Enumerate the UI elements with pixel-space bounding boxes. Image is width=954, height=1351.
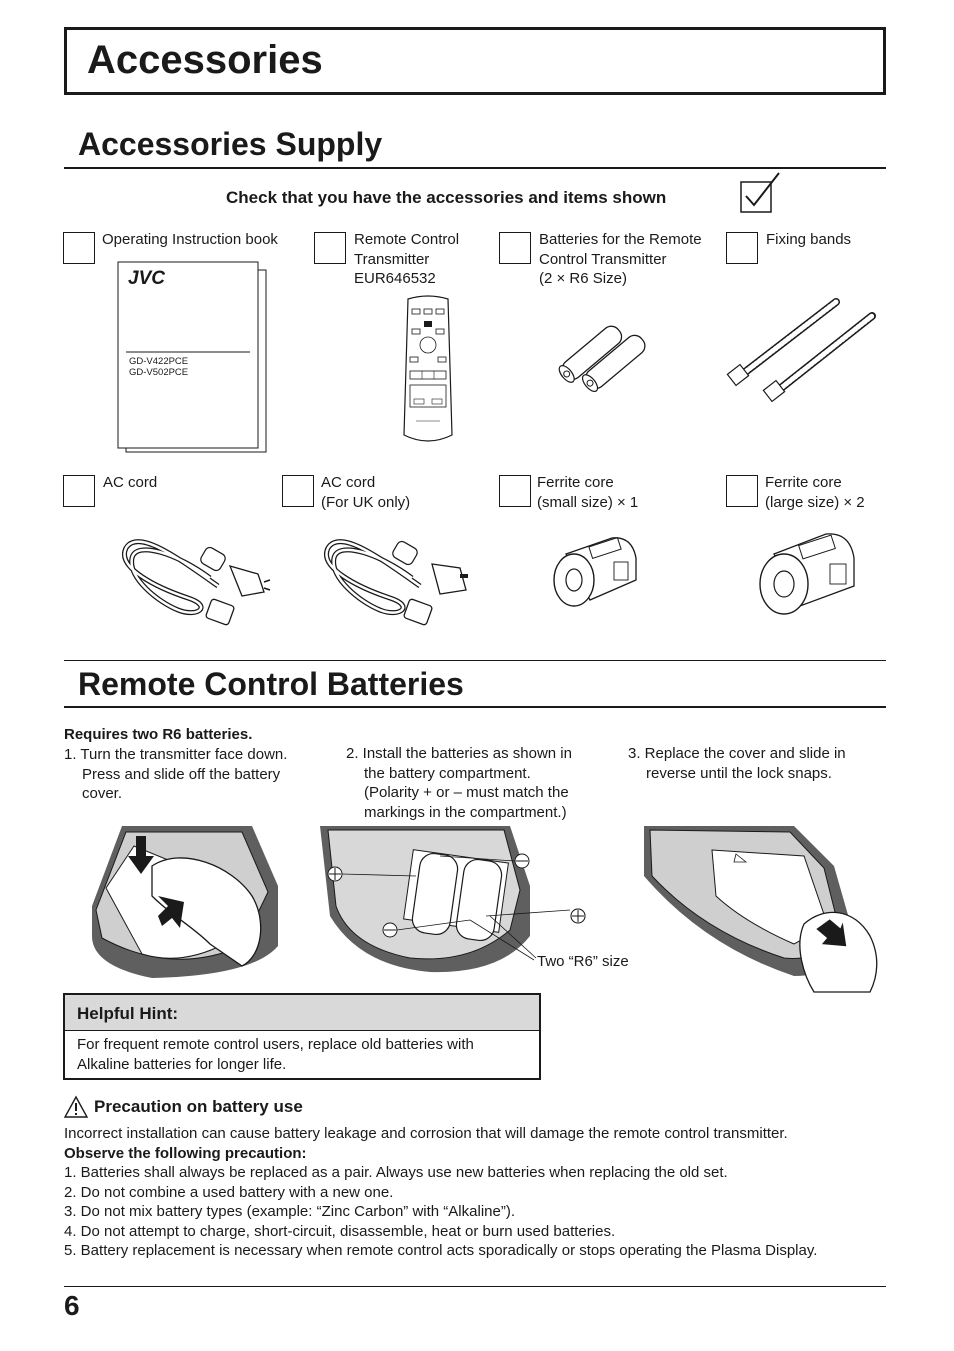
label-line: AC cord	[321, 474, 376, 491]
step-line: cover.	[82, 785, 123, 802]
hint-title: Helpful Hint:	[77, 1004, 179, 1023]
checkbox-batteries[interactable]	[499, 232, 531, 264]
two-r6-label: Two “R6” size	[537, 953, 629, 970]
ferrite-core-small-icon	[552, 532, 640, 612]
step-line: markings in the compartment.)	[364, 803, 567, 821]
batteries-icon	[552, 320, 657, 398]
hint-body	[77, 1035, 474, 1074]
fixing-bands-icon	[724, 296, 874, 406]
step-2	[346, 744, 572, 822]
label-line: AC cord	[103, 474, 158, 491]
item-label-batteries	[539, 230, 702, 289]
label-line: (For UK only)	[321, 493, 411, 511]
item-label-ferrite-large	[765, 473, 865, 512]
step-line: (Polarity + or – must match the	[364, 784, 569, 801]
label-line: Control Transmitter	[539, 250, 667, 268]
label-line: Ferrite core	[537, 474, 614, 491]
checkbox-instruction-book[interactable]	[63, 232, 95, 264]
book-model: GD-V502PCE	[129, 367, 189, 378]
instruction-book-illustration	[118, 262, 268, 454]
divider	[64, 706, 886, 708]
label-line: Batteries for the Remote	[539, 231, 702, 248]
ac-cord-uk-icon	[320, 518, 470, 630]
item-label-ferrite-small	[537, 473, 638, 512]
warning-icon	[64, 1096, 88, 1118]
section-heading-supply: Accessories Supply	[78, 126, 383, 162]
checkbox-remote-control[interactable]	[314, 232, 346, 264]
step-line: 3. Replace the cover and slide in	[628, 745, 846, 762]
divider	[64, 660, 886, 661]
precaution-item: 5. Battery replacement is necessary when remote control acts sporadically or stops operating the Plasma Display.	[64, 1242, 818, 1259]
step-line: reverse until the lock snaps.	[646, 764, 832, 782]
item-label-fixing-bands	[766, 230, 851, 250]
section-heading-batteries: Remote Control Batteries	[78, 666, 464, 702]
precaution-observe: Observe the following precaution:	[64, 1144, 307, 1162]
checkbox-ferrite-large[interactable]	[726, 475, 758, 507]
hint-line: Alkaline batteries for longer life.	[77, 1055, 287, 1073]
label-line: (2 × R6 Size)	[539, 270, 627, 287]
checkbox-ac-cord[interactable]	[63, 475, 95, 507]
label-line: Ferrite core	[765, 474, 842, 491]
label-line: Transmitter	[354, 250, 430, 268]
hint-header	[65, 995, 539, 1031]
label-line: Fixing bands	[766, 231, 852, 248]
page-title: Accessories	[87, 38, 323, 82]
item-label-remote-control	[354, 230, 459, 289]
precaution-body	[64, 1124, 886, 1261]
step-line: the battery compartment.	[364, 764, 531, 782]
helpful-hint-box	[63, 993, 541, 1080]
plus-polarity-icon	[570, 908, 586, 924]
ac-cord-icon	[118, 518, 270, 630]
precaution-intro: Incorrect installation can cause battery leakage and corrosion that will damage the remote control transmitter.	[64, 1125, 788, 1142]
item-label-instruction-book	[102, 230, 278, 250]
precaution-item: 4. Do not attempt to charge, short-circuit, disassemble, heat or burn used batteries.	[64, 1222, 616, 1240]
checkbox-ac-cord-uk[interactable]	[282, 475, 314, 507]
divider	[64, 167, 886, 169]
item-label-ac-cord	[103, 473, 157, 493]
checkmark-box-icon	[740, 172, 780, 214]
label-line: Operating Instruction book	[102, 231, 278, 248]
book-models	[129, 356, 188, 378]
step-line: 1. Turn the transmitter face down.	[64, 746, 288, 763]
footer-divider	[64, 1286, 886, 1287]
step-line: Press and slide off the battery	[82, 765, 281, 783]
hint-line: For frequent remote control users, replace old batteries with	[77, 1036, 474, 1053]
precaution-item: 1. Batteries shall always be replaced as a pair. Always use new batteries when replacing the old set.	[64, 1164, 728, 1181]
remove-cover-illustration	[92, 826, 278, 978]
book-brand-logo: JVC	[128, 268, 165, 289]
ferrite-core-large-icon	[758, 530, 858, 618]
precaution-title: Precaution on battery use	[94, 1097, 303, 1116]
book-model: GD-V422PCE	[129, 356, 189, 367]
page-number: 6	[64, 1290, 80, 1321]
checkbox-fixing-bands[interactable]	[726, 232, 758, 264]
checkbox-ferrite-small[interactable]	[499, 475, 531, 507]
precaution-item: 2. Do not combine a used battery with a new one.	[64, 1183, 394, 1201]
page-title-box	[64, 27, 886, 95]
requires-text: Requires two R6 batteries.	[64, 726, 253, 743]
precaution-item: 3. Do not mix battery types (example: “Zinc Carbon” with “Alkaline”).	[64, 1203, 515, 1220]
label-line: Remote Control	[354, 231, 460, 248]
replace-cover-illustration	[644, 826, 882, 992]
label-line: (large size) × 2	[765, 493, 865, 511]
step-1	[64, 745, 287, 804]
install-batteries-illustration	[320, 826, 540, 974]
item-label-ac-cord-uk	[321, 473, 410, 512]
step-line: 2. Install the batteries as shown in	[346, 745, 572, 762]
leader-line	[486, 908, 572, 918]
step-3	[628, 744, 846, 783]
label-line: EUR646532	[354, 270, 436, 287]
check-instruction: Check that you have the accessories and items shown	[226, 188, 667, 207]
remote-control-icon	[402, 295, 454, 445]
label-line: (small size) × 1	[537, 493, 639, 511]
